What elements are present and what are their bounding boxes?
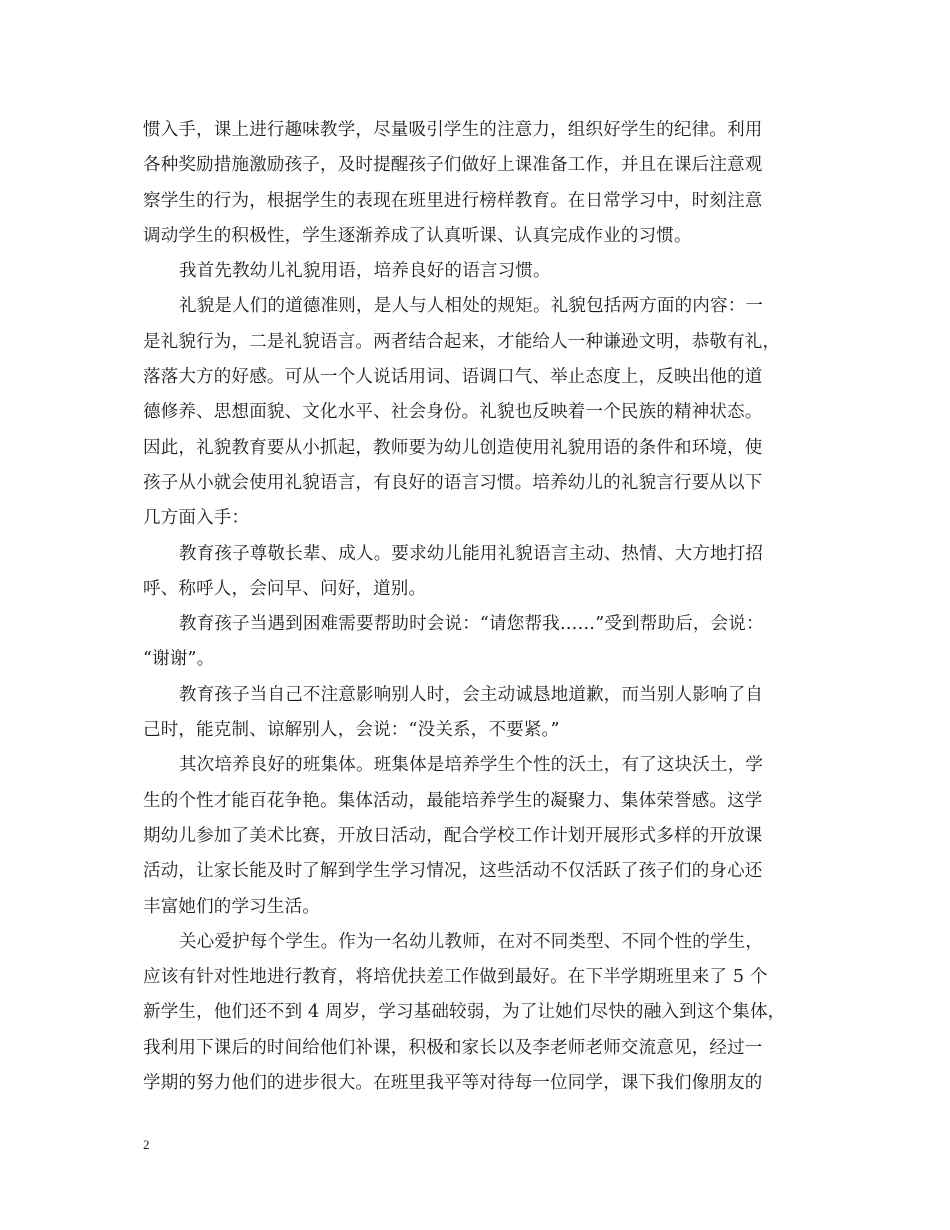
text-line: 新学生，他们还不到 4 周岁，学习基础较弱，为了让她们尽快的融入到这个集体，	[143, 1002, 786, 1023]
text-line: 察学生的行为，根据学生的表现在班里进行榜样教育。在日常学习中，时刻注意	[143, 190, 763, 211]
text-line: 落落大方的好感。可从一个人说话用词、语调口气、举止态度上，反映出他的道	[143, 367, 763, 388]
text-line: 应该有针对性地进行教育，将培优扶差工作做到最好。在下半学期班里来了 5 个	[143, 967, 768, 988]
paragraph-first-line: 教育孩子尊敬长辈、成人。要求幼儿能用礼貌语言主动、热情、大方地打招	[179, 543, 764, 564]
text-line: 学期的努力他们的进步很大。在班里我平等对待每一位同学，课下我们像朋友的	[143, 1073, 763, 1094]
text-line: 孩子从小就会使用礼貌语言，有良好的语言习惯。培养幼儿的礼貌言行要从以下	[143, 472, 763, 493]
text-line: 惯入手，课上进行趣味教学，尽量吸引学生的注意力，组织好学生的纪律。利用	[143, 120, 763, 140]
text-line: 德修养、思想面貌、文化水平、社会身份。礼貌也反映着一个民族的精神状态。	[143, 402, 763, 423]
text-line: 各种奖励措施激励孩子，及时提醒孩子们做好上课准备工作，并且在课后注意观	[143, 155, 763, 176]
text-line: 己时，能克制、谅解别人，会说：“没关系，不要紧。”	[143, 720, 560, 741]
page-number: 2	[143, 1137, 150, 1152]
paragraph-first-line: 教育孩子当遇到困难需要帮助时会说：“请您帮我……”受到帮助后，会说：	[179, 614, 764, 635]
text-line: 呼、称呼人，会问早、问好，道别。	[143, 578, 427, 599]
paragraph-first-line: 教育孩子当自己不注意影响别人时，会主动诚恳地道歉，而当别人影响了自	[179, 684, 764, 705]
text-line: 是礼貌行为，二是礼貌语言。两者结合起来，才能给人一种谦逊文明，恭敬有礼，	[143, 331, 781, 352]
text-line: 几方面入手：	[143, 508, 250, 529]
text-line: 因此，礼貌教育要从小抓起，教师要为幼儿创造使用礼貌用语的条件和环境，使	[143, 437, 763, 458]
text-line: 活动，让家长能及时了解到学生学习情况，这些活动不仅活跃了孩子们的身心还	[143, 861, 763, 882]
paragraph-first-line: 关心爱护每个学生。作为一名幼儿教师，在对不同类型、不同个性的学生，	[179, 931, 764, 952]
text-line: “谢谢”。	[143, 649, 215, 670]
document-body	[143, 113, 823, 1101]
text-line: 生的个性才能百花争艳。集体活动，最能培养学生的凝聚力、集体荣誉感。这学	[143, 790, 763, 811]
paragraph-first-line: 我首先教幼儿礼貌用语，培养良好的语言习惯。	[179, 261, 551, 282]
text-line: 调动学生的积极性，学生逐渐养成了认真听课、认真完成作业的习惯。	[143, 225, 692, 246]
paragraph-first-line: 礼貌是人们的道德准则，是人与人相处的规矩。礼貌包括两方面的内容：一	[179, 296, 764, 317]
paragraph-first-line: 其次培养良好的班集体。班集体是培养学生个性的沃土，有了这块沃土，学	[179, 755, 764, 776]
text-line: 期幼儿参加了美术比赛，开放日活动，配合学校工作计划开展形式多样的开放课	[143, 825, 763, 846]
text-line: 我利用下课后的时间给他们补课，积极和家长以及李老师老师交流意见，经过一	[143, 1037, 763, 1058]
text-line: 丰富她们的学习生活。	[143, 896, 320, 917]
